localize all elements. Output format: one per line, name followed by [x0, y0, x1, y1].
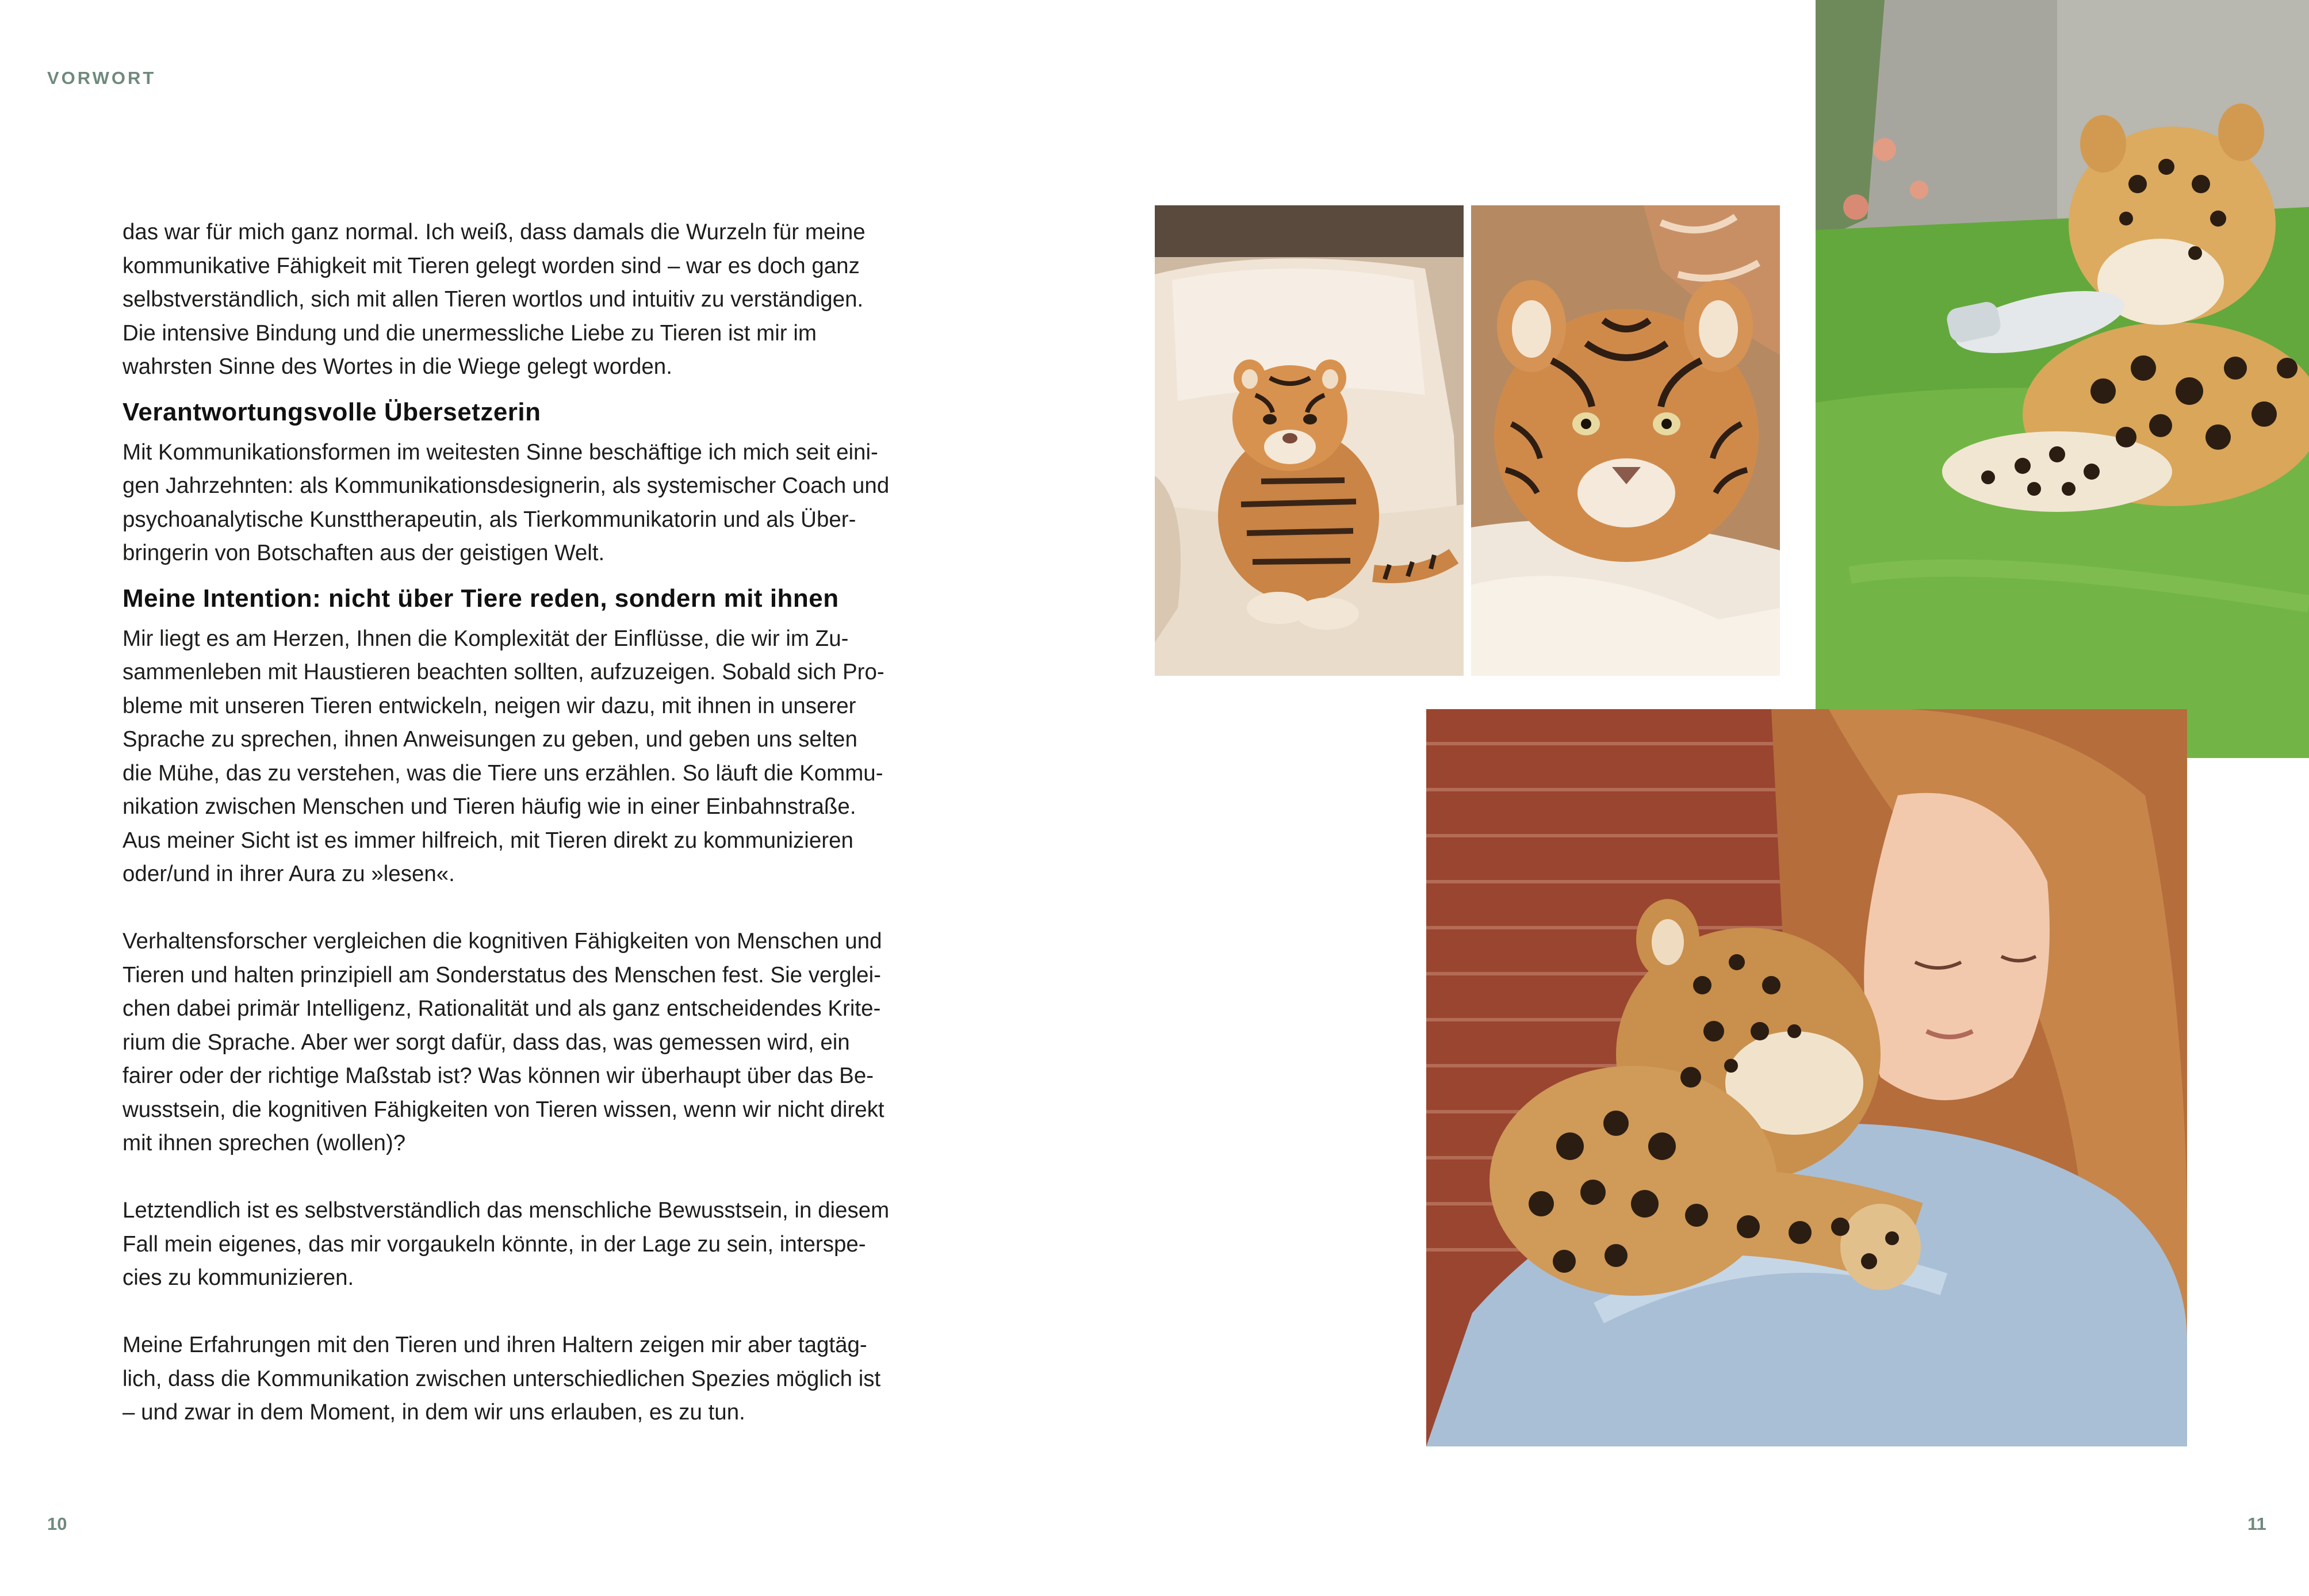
photo-tiger-cub-face — [1471, 205, 1780, 676]
section-heading-translator: Verantwortungsvolle Übersetzerin — [122, 397, 541, 426]
page-number-right: 11 — [2247, 1514, 2266, 1534]
paragraph: Letztendlich ist es selbstverständlich das menschliche Bewusstsein, in diesem Fall mein eigenes, das mir vorgaukeln könnte, in der Lage zu sein, interspe- cies zu kommunizieren. — [122, 1198, 890, 1290]
page-number-left: 10 — [47, 1514, 67, 1534]
left-text-column — [122, 216, 905, 1430]
section-heading-intention: Meine Intention: nicht über Tiere reden, sondern mit ihnen — [122, 584, 839, 613]
paragraph: Mir liegt es am Herzen, Ihnen die Komplexität der Einflüsse, die wir im Zu- sammenleben mit Haustieren beachten sollten, aufzuzeigen. Sobald sich Pro- bleme mit unseren Tieren entwickeln, neigen wir dazu, mit ihnen in unserer Sprache zu sprechen, ihnen Anweisungen zu geben, und geben uns selten die Mühe, das zu verstehen, was die Tiere uns erzählen. So läuft die Kommu- nikation zwischen Menschen und Tieren häufig wie in einer Einbahnstraße. Aus meiner Sicht ist es immer hilfreich, mit Tieren direkt zu kommunizieren oder/und in ihrer Aura zu »lesen«. — [122, 626, 884, 886]
photo-girl-hugging-jaguar-cub — [1426, 709, 2187, 1446]
section-body-translator: Mit Kommunikationsformen im weitesten Sinne beschäftige ich mich seit eini- gen Jahrzehnten: als Kommunikationsdesignerin, als systemischer Coach und psychoanalytische Kunsttherapeutin, als Tierkommunikatorin und als Über- bringerin von Botschaften aus der geistigen Welt. — [122, 439, 890, 565]
photo-tiger-cub-sitting — [1155, 205, 1464, 676]
paragraph: Verhaltensforscher vergleichen die kognitiven Fähigkeiten von Menschen und Tieren und halten prinzipiell am Sonderstatus des Menschen fest. Sie verglei- chen dabei primär Intelligenz, Rationalität und als ganz entscheidendes Krite- rium die Sprache. Aber wer sorgt dafür, dass das, was gemessen wird, ein fairer oder der richtige Maßstab ist? Was können wir überhaupt über das Be- wusstsein, die kognitiven Fähigkeiten von Tieren wissen, wenn wir nicht direkt mit ihnen sprechen (wollen)? — [122, 929, 884, 1155]
paragraph: Meine Erfahrungen mit den Tieren und ihren Haltern zeigen mir aber tagtäg- lich, dass die Kommunikation zwischen unterschiedlichen Spezies möglich ist – und zwar in dem Moment, in dem wir uns erlauben, es zu tun. — [122, 1333, 881, 1425]
running-head: VORWORT — [47, 68, 156, 88]
intro-paragraph: das war für mich ganz normal. Ich weiß, dass damals die Wurzeln für meine kommunikative Fähigkeit mit Tieren gelegt worden sind – war es doch ganz selbstverständlich, sich mit allen Tieren wortlos und intuitiv zu verständigen. Die intensive Bindung und die unermessliche Liebe zu Tieren ist mir im wahrsten Sinne des Wortes in die Wiege gelegt worden. — [122, 220, 866, 379]
photo-jaguar-on-grass — [1816, 0, 2309, 758]
